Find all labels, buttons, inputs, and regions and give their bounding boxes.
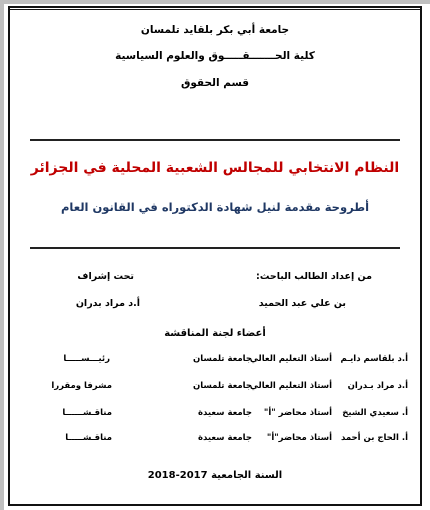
member-rank: أستاذ التعليم العالي [249, 354, 332, 364]
member-institution: جامعة تلمسان [193, 381, 252, 391]
member-institution: جامعة سعيدة [197, 433, 252, 443]
prepared-by-label: من إعداد الطالب الباحث: [256, 271, 372, 282]
member-institution: جامعة سعيدة [197, 408, 252, 418]
thesis-subtitle: أطروحة مقدمة لنيل شهادة الدكتوراه في القانون العام [60, 200, 370, 214]
committee-heading: أعضاء لجنة المناقشة [164, 328, 266, 339]
member-institution: جامعة تلمسان [193, 354, 252, 364]
department-name: قسم الحقوق [180, 77, 250, 89]
member-role: مشرفا ومقررا [51, 381, 112, 391]
member-rank: أستاذ محاضر "أ" [263, 408, 332, 418]
member-rank: أستاذ التعليم العالي [249, 381, 332, 391]
window-edge-top [0, 0, 430, 4]
member-role: رئيـــســـــا [63, 354, 110, 364]
university-name: جامعة أبي بكر بلقايد تلمسان [140, 24, 290, 36]
supervisor-name: أ.د مراد بدران [75, 298, 140, 309]
academic-year: السنة الجامعية 2017-2018 [147, 470, 283, 481]
member-role: مناقـشــــــا [62, 408, 112, 418]
student-name: بن علي عبد الحميد [258, 298, 346, 309]
member-name: أ.د بلقاسم دايـم [340, 354, 408, 364]
member-name: أ.د مراد بـدران [347, 381, 408, 391]
member-role: مناقـشـــــا [65, 433, 112, 443]
supervision-label: تحت إشراف [77, 271, 134, 282]
title-rule-bottom [30, 247, 400, 249]
member-rank: أستاذ محاضر"أ" [266, 433, 332, 443]
title-rule-top [30, 139, 400, 141]
faculty-name: كلية الحـــــــقـــــوق والعلوم السياسية [115, 50, 315, 62]
member-name: أ. الحاج بن أحمد [340, 433, 408, 443]
member-name: أ. سعيدي الشيخ [342, 408, 408, 418]
thesis-title: النظام الانتخابي للمجالس الشعبية المحلية في الجزائر [30, 160, 400, 176]
page-border-inner-line [8, 9, 422, 10]
